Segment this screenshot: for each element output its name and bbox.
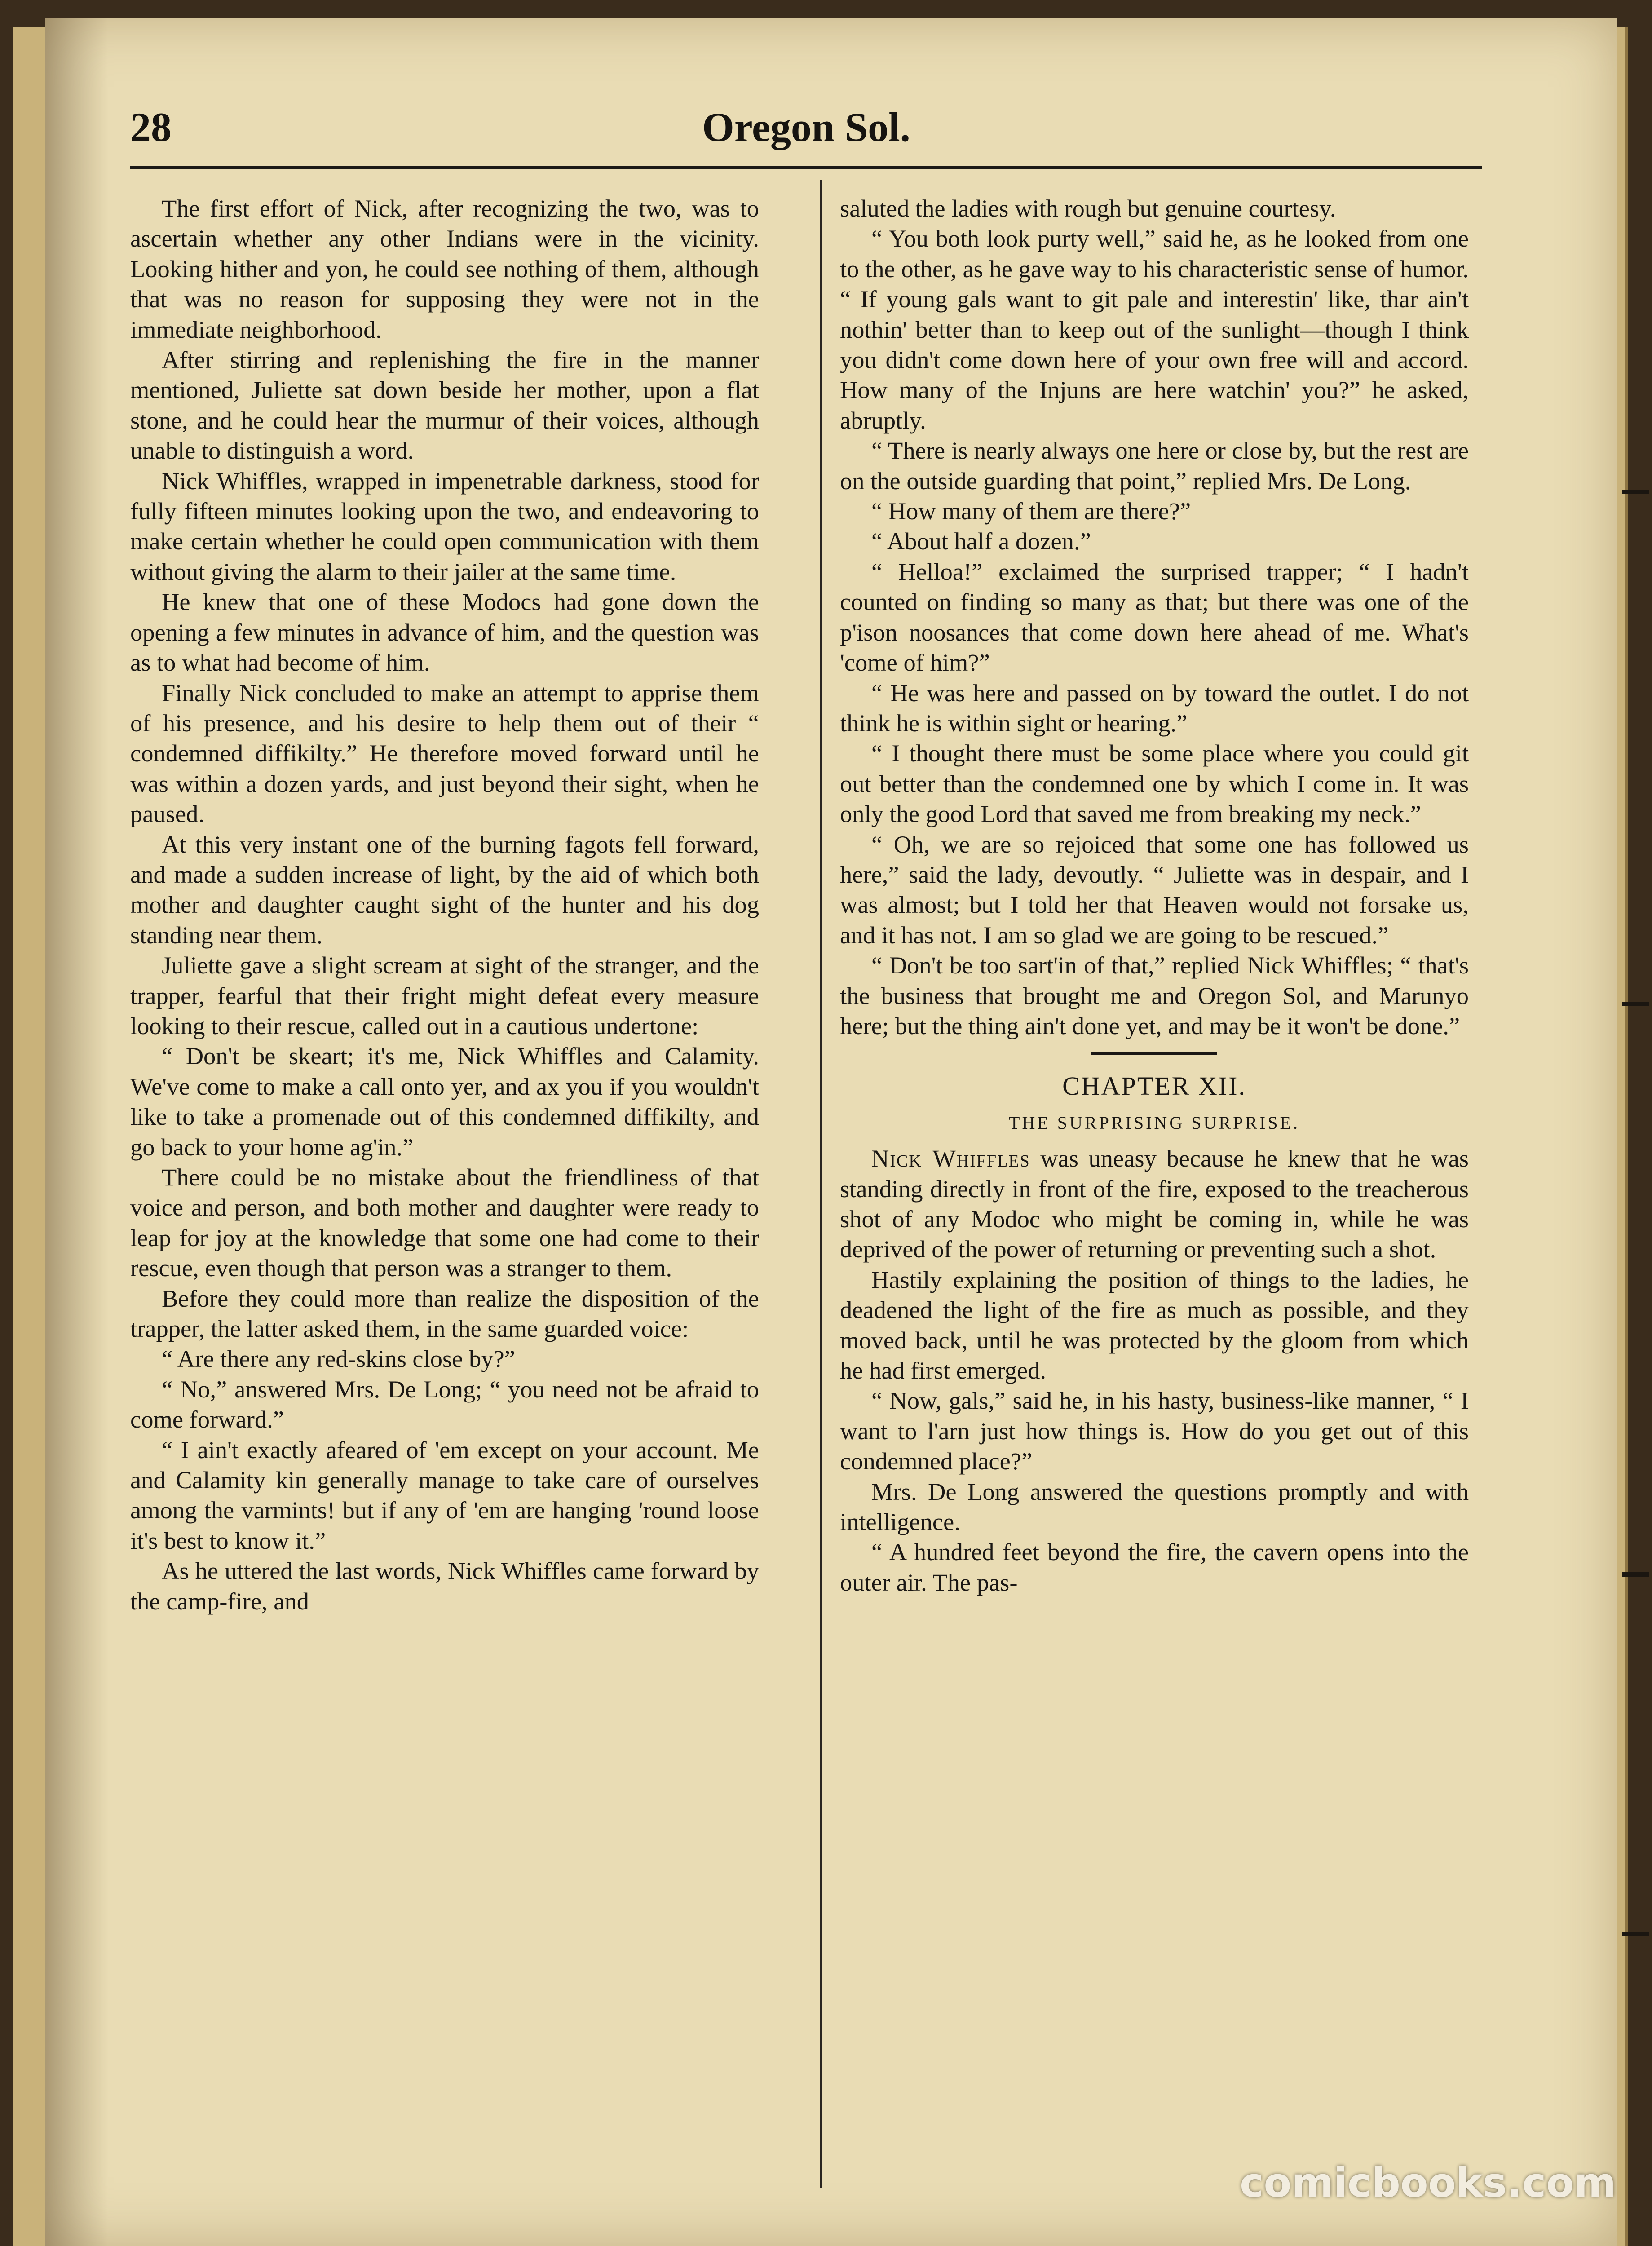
paragraph: “ A hundred feet beyond the fire, the cavern opens into the outer air. The pas- <box>840 1538 1469 1596</box>
chapter-rule <box>1091 1052 1217 1055</box>
paragraph: “ He was here and passed on by toward the outlet. I do not think he is within sight or hearing.” <box>840 679 1469 737</box>
paragraph: “ About half a dozen.” <box>871 527 1091 555</box>
paragraph: “ You both look purty well,” said he, as he looked from one to the other, as he gave way to his characteristic sense of humor. “ If young gals want to git pale and interestin' like, thar ain't nothin' better than to keep out of the sunlight—though I think you didn't come down here of your own free will and accord. How many of the Injuns are here watchin' you?” he asked, abruptly. <box>840 225 1469 434</box>
paragraph: At this very instant one of the burning fagots fell forward, and made a sudden increase of light, by the aid of which both mother and daughter caught sight of the hunter and his dog standing near them. <box>130 830 759 949</box>
chapter-title: CHAPTER XII. <box>1062 1071 1246 1101</box>
paragraph: After stirring and replenishing the fire in the manner mentioned, Juliette sat down beside her mother, upon a flat stone, and he could hear the murmur of their voices, although unable to distinguish a word. <box>130 346 759 464</box>
paragraph: Hastily explaining the position of things to the ladies, he deadened the light of the fire as much as possible, and they moved back, until he was protected by the gloom from which he had first emerged. <box>840 1265 1469 1384</box>
column-divider <box>820 180 822 2188</box>
paragraph: saluted the ladies with rough but genuine courtesy. <box>840 195 1336 222</box>
paragraph: Mrs. De Long answered the questions promptly and with intelligence. <box>840 1477 1469 1536</box>
binding-staple <box>1622 1932 1649 1936</box>
paragraph: He knew that one of these Modocs had gone down the opening a few minutes in advance of him, and the question was as to what had become of him. <box>130 588 759 676</box>
paragraph: “ Oh, we are so rejoiced that some one has followed us here,” said the lady, devoutly. “ Juliette was in despair, and I was almost; but I told her that Heaven would not forsake us, and it has not. I am so glad we are going to be rescued.” <box>840 830 1469 949</box>
paragraph: “ There is nearly always one here or close by, but the rest are on the outside guarding that point,” replied Mrs. De Long. <box>840 437 1469 495</box>
chapter-subtitle: THE SURPRISING SURPRISE. <box>1009 1112 1300 1133</box>
paragraph: Before they could more than realize the disposition of the trapper, the latter asked them, in the same guarded voice: <box>130 1284 759 1343</box>
paragraph: “ How many of them are there?” <box>871 497 1191 525</box>
paragraph: “ I thought there must be some place where you could git out better than the condemned one by which I come in. It was only the good Lord that saved me from breaking my neck.” <box>840 739 1469 828</box>
binding-staple <box>1622 490 1649 494</box>
paragraph: “ Helloa!” exclaimed the surprised trapper; “ I hadn't counted on finding so many as that; but there was one of the p'ison noosances that come down here ahead of me. What's 'come of him?” <box>840 557 1469 676</box>
left-column <box>130 193 759 1616</box>
right-column <box>840 193 1469 1597</box>
paragraph: “ I ain't exactly afeared of 'em except on your account. Me and Calamity kin generally manage to take care of ourselves among the varmints! but if any of 'em are hanging 'round loose it's best to know it.” <box>130 1436 759 1554</box>
paragraph: Nick Whiffles, wrapped in impenetrable darkness, stood for fully fifteen minutes looking upon the two, and endeavoring to make certain whether he could open communication with them without giving the alarm to their jailer at the same time. <box>130 467 759 585</box>
binding-staple <box>1622 1572 1649 1577</box>
paragraph: “ Don't be too sart'in of that,” replied Nick Whiffles; “ that's the business that brought me and Oregon Sol, and Marunyo here; but the thing ain't done yet, and may be it won't be done.” <box>840 951 1469 1039</box>
paragraph: As he uttered the last words, Nick Whiffles came forward by the camp-fire, and <box>130 1557 759 1615</box>
paragraph: Juliette gave a slight scream at sight of the stranger, and the trapper, fearful that their fright might defeat every measure looking to their rescue, called out in a cautious undertone: <box>130 951 759 1039</box>
paragraph: “ Are there any red-skins close by?” <box>162 1345 515 1373</box>
header-rule <box>130 166 1482 169</box>
paragraph: There could be no mistake about the friendliness of that voice and person, and both mother and daughter were ready to leap for joy at the knowledge that some one had come to their rescue, even though that person was a stranger to them. <box>130 1163 759 1282</box>
gutter-shadow <box>45 18 108 2246</box>
chapter-opening-paragraph <box>840 1143 1469 1264</box>
chapter-first-rest: was uneasy because he knew that he was standing directly in front of the fire, exposed to the treacherous shot of any Modoc who might be coming in, while he was deprived of the power of returning or preventing such a shot. <box>840 1145 1469 1263</box>
binding-staple <box>1622 1002 1649 1006</box>
paragraph: “ Don't be skeart; it's me, Nick Whiffles and Calamity. We've come to make a call onto yer, and ax you if you wouldn't like to take a promenade out of this condemned diffikilty, and go back to your home ag'in.” <box>130 1042 759 1161</box>
paragraph: “ Now, gals,” said he, in his hasty, business-like manner, “ I want to l'arn just how things is. How do you get out of this condemned place?” <box>840 1387 1469 1475</box>
watermark: comicbooks.com <box>1240 2159 1616 2206</box>
paragraph: The first effort of Nick, after recognizing the two, was to ascertain whether any other Indians were in the vicinity. Looking hither and yon, he could see nothing of them, although that was no reason for supposing they were not in the immediate neighborhood. <box>130 195 759 343</box>
paragraph: Finally Nick concluded to make an attempt to apprise them of his presence, and his desire to help them out of their “ condemned diffikilty.” He therefore moved forward until he was within a dozen yards, and just beyond their sight, when he paused. <box>130 679 759 828</box>
chapter-first-words: Nick Whiffles <box>871 1145 1030 1172</box>
paragraph: “ No,” answered Mrs. De Long; “ you need not be afraid to come forward.” <box>130 1375 759 1433</box>
page-number: 28 <box>130 104 172 150</box>
page-header <box>130 103 1482 171</box>
running-title: Oregon Sol. <box>702 104 910 150</box>
